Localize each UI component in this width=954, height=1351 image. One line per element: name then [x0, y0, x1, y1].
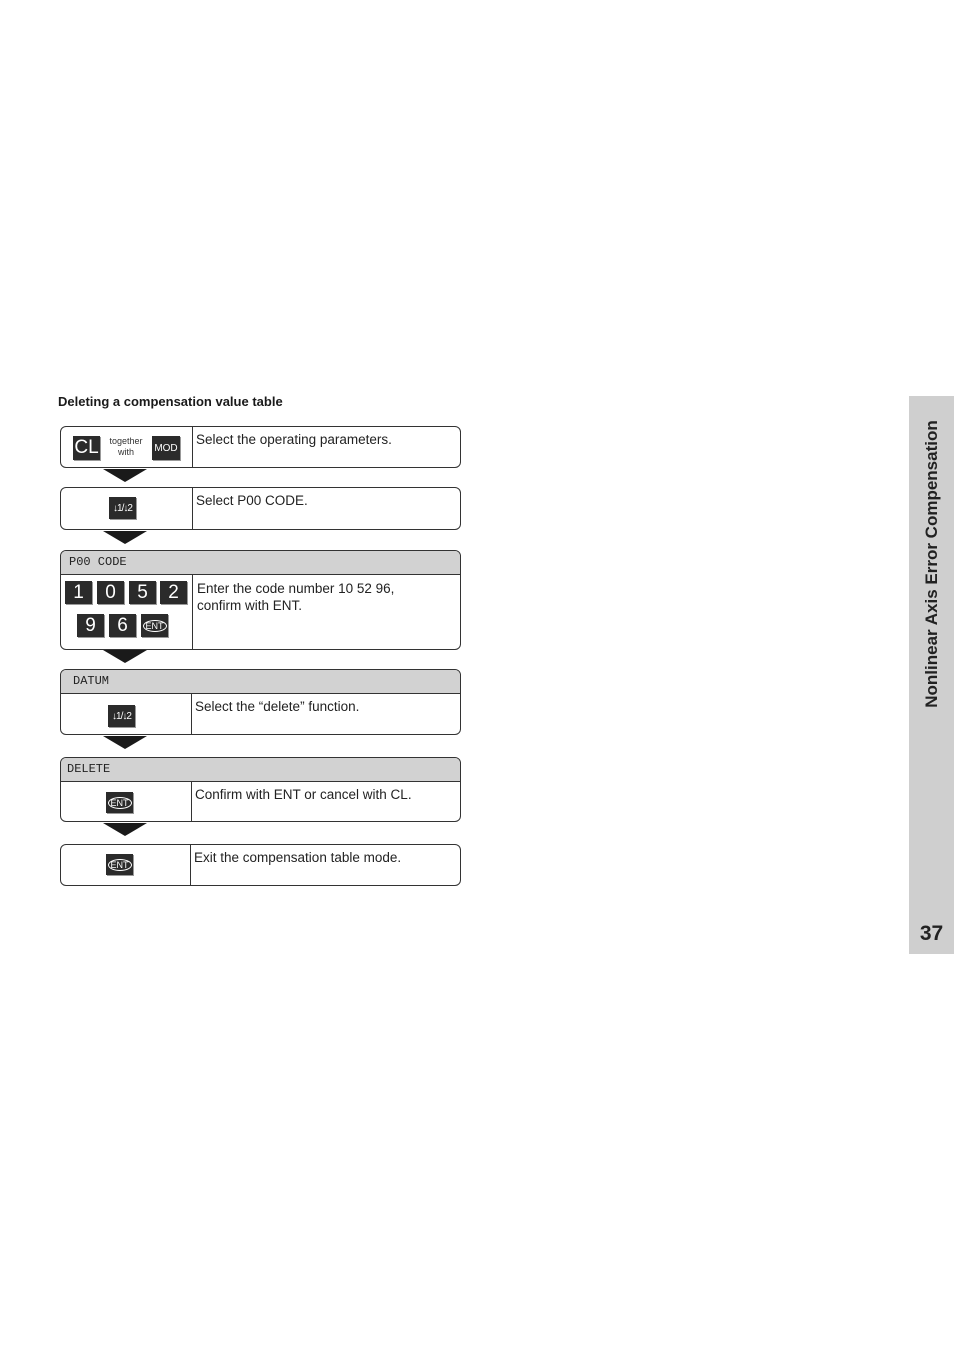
step-4-keys	[61, 694, 192, 735]
digit-6-key[interactable]: 6	[109, 614, 136, 637]
digit-0-key[interactable]: 0	[97, 581, 124, 604]
step-4-description: Select the “delete” function.	[195, 699, 360, 714]
flow-arrow-3	[103, 650, 147, 663]
step-1-box	[60, 426, 461, 468]
step-6-description: Exit the compensation table mode.	[194, 850, 402, 865]
together-with-label: together with	[109, 436, 143, 457]
step-2-keys	[61, 488, 193, 530]
step-2-description: Select P00 CODE.	[196, 493, 308, 508]
step-3-box	[60, 550, 461, 650]
ent-key[interactable]: ENT	[141, 614, 168, 637]
step-1-keys	[61, 427, 193, 468]
step-5-keys	[61, 782, 192, 822]
digit-5-key[interactable]: 5	[129, 581, 156, 604]
step-4-box	[60, 669, 461, 735]
section-heading: Deleting a compensation value table	[58, 394, 283, 409]
swap-axis-key[interactable]: ↓1/↓2	[109, 497, 136, 519]
flow-arrow-1	[103, 469, 147, 482]
step-5-box	[60, 757, 461, 822]
display-delete: DELETE	[61, 758, 460, 782]
swap-axis-key[interactable]: ↓1/↓2	[108, 705, 135, 727]
flow-arrow-5	[103, 823, 147, 836]
display-datum: DATUM	[61, 670, 460, 694]
cl-key[interactable]: CL	[74, 437, 99, 458]
digit-1-key[interactable]: 1	[65, 581, 92, 604]
step-1-description: Select the operating parameters.	[196, 432, 392, 447]
ent-key[interactable]: ENT	[106, 792, 133, 813]
step-3-description: Enter the code number 10 52 96, confirm with ENT.	[197, 581, 395, 613]
page-number: 37	[919, 922, 944, 945]
ent-key[interactable]: ENT	[106, 854, 133, 875]
chapter-tab	[909, 396, 954, 954]
flow-arrow-2	[103, 531, 147, 544]
digit-2-key[interactable]: 2	[160, 581, 187, 604]
mod-key[interactable]: MOD	[152, 436, 180, 460]
chapter-title: Nonlinear Axis Error Compensation	[921, 420, 941, 708]
step-2-box	[60, 487, 461, 530]
digit-9-key[interactable]: 9	[77, 614, 104, 637]
flow-arrow-4	[103, 736, 147, 749]
step-5-description: Confirm with ENT or cancel with CL.	[195, 787, 412, 802]
step-3-keys	[61, 575, 193, 650]
display-p00-code: P00 CODE	[61, 551, 460, 575]
step-6-box	[60, 844, 461, 886]
step-6-keys	[61, 845, 191, 886]
